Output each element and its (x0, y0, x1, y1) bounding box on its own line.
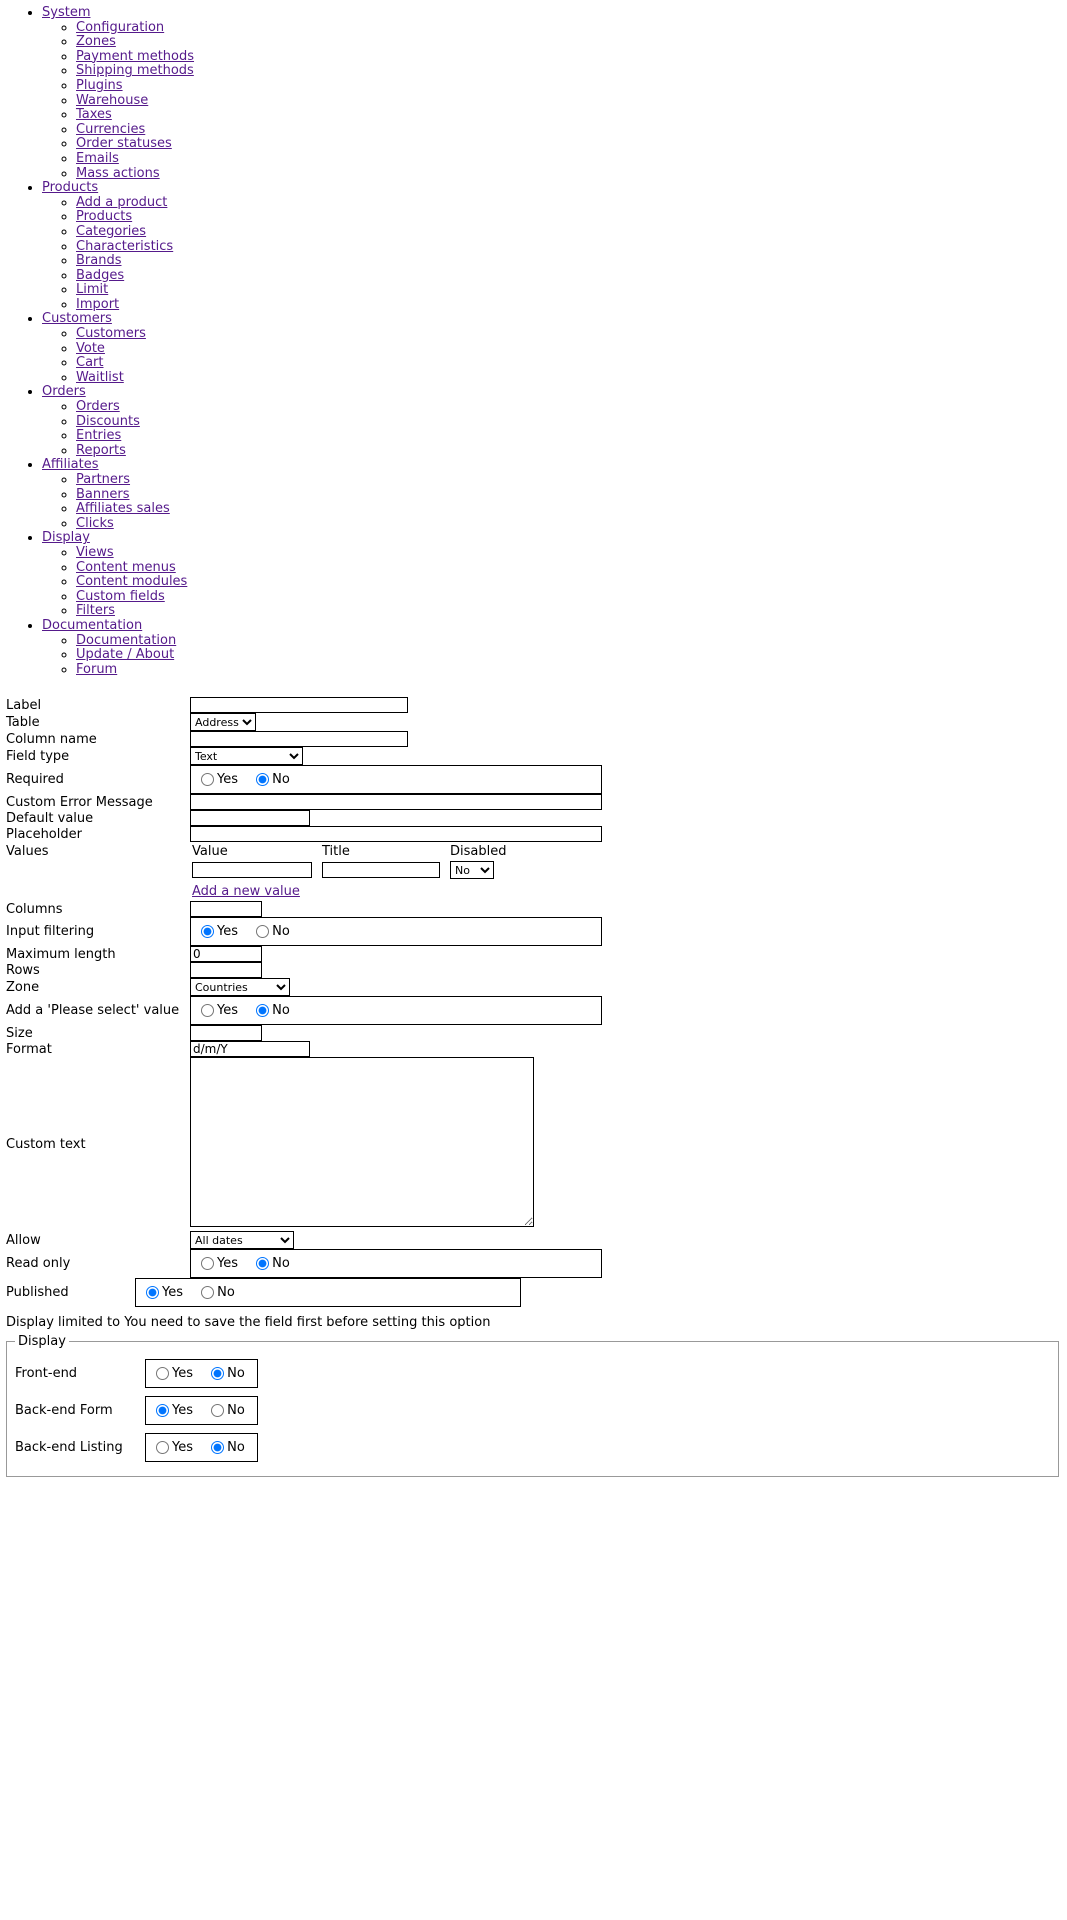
row-read-only (6, 1249, 602, 1278)
nav-link-banners[interactable]: Banners (76, 486, 130, 502)
please-select-no-label: No (272, 1003, 290, 1019)
row-zone (6, 978, 602, 996)
rows-label: Rows (6, 962, 40, 978)
nav-link-cart[interactable]: Cart (76, 355, 104, 371)
nav-sub-list (42, 546, 1067, 619)
please-select-yes-label: Yes (217, 1003, 238, 1019)
nav-subitem (76, 429, 1067, 444)
placeholder-label: Placeholder (6, 826, 82, 842)
format-label: Format (6, 1041, 52, 1057)
nav-sub-list (42, 327, 1067, 385)
input-filtering-no-radio[interactable] (256, 925, 269, 938)
default-value-input[interactable] (190, 810, 310, 826)
nav-sub-list (42, 21, 1067, 182)
nav-link-products[interactable]: Products (42, 180, 99, 196)
nav-link-affiliates-sales[interactable]: Affiliates sales (76, 501, 170, 517)
read-only-no-label: No (272, 1256, 290, 1272)
nav-link-plugins[interactable]: Plugins (76, 77, 123, 93)
nav-subitem (76, 50, 1067, 65)
back-end-form-label: Back-end Form (15, 1403, 113, 1419)
nav-sub-list (42, 634, 1067, 678)
read-only-radio-group[interactable] (190, 1249, 602, 1278)
nav-subitem (76, 342, 1067, 357)
nav-group-customers (42, 312, 1067, 385)
nav-group-system (42, 6, 1067, 181)
input-filtering-radio-group[interactable] (190, 917, 602, 946)
row-custom-text (6, 1057, 602, 1231)
required-radio-group[interactable] (190, 765, 602, 794)
column-name-label: Column name (6, 731, 97, 747)
nav-subitem (76, 64, 1067, 79)
nav-subitem (76, 298, 1067, 313)
nav-link-views[interactable]: Views (76, 544, 114, 560)
rows-input[interactable] (190, 962, 262, 978)
format-input[interactable] (190, 1041, 310, 1057)
please-select-label: Add a 'Please select' value (6, 1003, 180, 1019)
field-type-label: Field type (6, 748, 70, 764)
nav-subitem (76, 123, 1067, 138)
nav-subitem (76, 400, 1067, 415)
required-yes-radio[interactable] (201, 773, 214, 786)
nav-link-partners[interactable]: Partners (76, 472, 131, 487)
display-limited-note: Display limited to You need to save the field first before setting this option (6, 1315, 491, 1331)
values-header-row (192, 844, 506, 859)
back-end-form-yes-label: Yes (172, 1403, 193, 1419)
row-required (6, 765, 602, 794)
front-end-label: Front-end (15, 1366, 78, 1382)
back-end-listing-radio-group[interactable] (145, 1433, 258, 1462)
nav-link-custom-fields[interactable]: Custom fields (76, 588, 165, 604)
nav-group-display (42, 531, 1067, 619)
nav-subitem (76, 210, 1067, 225)
nav-link-content-modules[interactable]: Content modules (76, 574, 188, 590)
add-new-value-link[interactable]: Add a new value (192, 884, 300, 900)
front-end-radio-group[interactable] (145, 1359, 258, 1388)
nav-link-documentation[interactable]: Documentation (42, 617, 143, 633)
nav-subitem (76, 254, 1067, 269)
nav-link-shipping-methods[interactable]: Shipping methods (76, 63, 194, 79)
read-only-yes-label: Yes (217, 1256, 238, 1272)
published-yes-radio[interactable] (146, 1286, 159, 1299)
please-select-yes-radio[interactable] (201, 1004, 214, 1017)
nav-subitem (76, 634, 1067, 649)
nav-subitem (76, 575, 1067, 590)
input-filtering-no-option[interactable] (256, 924, 290, 939)
values-input-row (192, 861, 506, 879)
nav-subitem (76, 196, 1067, 211)
placeholder-input[interactable] (190, 826, 602, 842)
nav-subitem (76, 517, 1067, 532)
zone-select[interactable] (190, 978, 290, 996)
read-only-no-radio[interactable] (256, 1257, 269, 1270)
nav-link-import[interactable]: Import (76, 296, 120, 312)
nav-subitem (76, 21, 1067, 36)
front-end-no-option[interactable] (211, 1366, 245, 1381)
row-back-end-listing (15, 1429, 258, 1466)
display-legend: Display (18, 1334, 66, 1350)
zone-label: Zone (6, 979, 40, 995)
row-allow (6, 1231, 602, 1249)
nav-sub-list (42, 400, 1067, 458)
input-filtering-label: Input filtering (6, 924, 95, 940)
required-label: Required (6, 772, 64, 788)
nav-subitem (76, 604, 1067, 619)
nav-subitem (76, 444, 1067, 459)
values-table (190, 842, 508, 901)
nav-link-filters[interactable]: Filters (76, 603, 115, 619)
custom-error-label: Custom Error Message (6, 794, 153, 810)
nav-subitem (76, 108, 1067, 123)
nav-subitem (76, 663, 1067, 678)
nav-subitem (76, 502, 1067, 517)
display-fieldset (6, 1334, 1059, 1477)
nav-link-payment-methods[interactable]: Payment methods (76, 48, 195, 64)
back-end-listing-label: Back-end Listing (15, 1440, 123, 1456)
front-end-yes-label: Yes (172, 1366, 193, 1382)
nav-link-vote[interactable]: Vote (76, 340, 105, 356)
nav-sub-list (42, 196, 1067, 313)
read-only-label: Read only (6, 1256, 71, 1272)
nav-link-currencies[interactable]: Currencies (76, 121, 146, 137)
row-custom-error (6, 794, 602, 810)
field-type-select[interactable] (190, 747, 303, 765)
front-end-no-radio[interactable] (211, 1367, 224, 1380)
nav-subitem (76, 356, 1067, 371)
nav-link-clicks[interactable]: Clicks (76, 515, 114, 531)
nav-link-characteristics[interactable]: Characteristics (76, 238, 174, 254)
row-default-value (6, 810, 602, 826)
field-settings-table (6, 697, 602, 1307)
please-select-no-radio[interactable] (256, 1004, 269, 1017)
nav-link-orders[interactable]: Orders (76, 399, 120, 415)
row-table (6, 713, 602, 731)
nav-link-update-about[interactable]: Update / About (76, 647, 175, 663)
nav-subitem (76, 648, 1067, 663)
size-label: Size (6, 1025, 33, 1041)
nav-link-waitlist[interactable]: Waitlist (76, 369, 124, 385)
nav-subitem (76, 590, 1067, 605)
nav-link-emails[interactable]: Emails (76, 150, 119, 166)
published-no-radio[interactable] (201, 1286, 214, 1299)
back-end-listing-yes-radio[interactable] (156, 1441, 169, 1454)
read-only-yes-radio[interactable] (201, 1257, 214, 1270)
nav-link-reports[interactable]: Reports (76, 442, 126, 458)
back-end-form-no-radio[interactable] (211, 1404, 224, 1417)
read-only-no-option[interactable] (256, 1256, 290, 1271)
row-field-type (6, 747, 602, 765)
row-values (6, 842, 602, 901)
custom-text-textarea[interactable] (190, 1057, 534, 1227)
columns-label: Columns (6, 901, 63, 917)
nav-sub-list (42, 473, 1067, 531)
nav-link-content-menus[interactable]: Content menus (76, 559, 176, 575)
values-col-value: Value (192, 844, 228, 860)
nav-subitem (76, 488, 1067, 503)
published-yes-label: Yes (162, 1285, 183, 1301)
maximum-length-input[interactable] (190, 946, 262, 962)
front-end-yes-option[interactable] (156, 1366, 193, 1381)
columns-input[interactable] (190, 901, 262, 917)
allow-select[interactable] (190, 1231, 294, 1249)
row-input-filtering (6, 917, 602, 946)
nav-subitem (76, 269, 1067, 284)
row-columns (6, 901, 602, 917)
value-disabled-select[interactable] (450, 861, 494, 879)
back-end-listing-no-option[interactable] (211, 1440, 245, 1455)
required-no-radio[interactable] (256, 773, 269, 786)
front-end-yes-radio[interactable] (156, 1367, 169, 1380)
values-add-row (192, 881, 506, 899)
nav-subitem (76, 225, 1067, 240)
nav-group-orders (42, 385, 1067, 458)
nav-link-warehouse[interactable]: Warehouse (76, 92, 149, 108)
nav-link-system[interactable]: System (42, 5, 91, 20)
value-title-input[interactable] (322, 862, 440, 878)
values-col-title: Title (322, 844, 350, 860)
nav-subitem (76, 546, 1067, 561)
nav-subitem (76, 561, 1067, 576)
row-size (6, 1025, 602, 1041)
maximum-length-label: Maximum length (6, 946, 116, 962)
please-select-yes-option[interactable] (201, 1003, 238, 1018)
nav-group-products (42, 181, 1067, 312)
display-options-table (15, 1355, 258, 1466)
nav-link-categories[interactable]: Categories (76, 223, 147, 239)
back-end-listing-no-radio[interactable] (211, 1441, 224, 1454)
nav-link-orders[interactable]: Orders (42, 384, 86, 400)
nav-link-order-statuses[interactable]: Order statuses (76, 136, 172, 152)
row-placeholder (6, 826, 602, 842)
back-end-listing-no-label: No (227, 1440, 245, 1456)
nav-subitem (76, 371, 1067, 386)
back-end-form-no-option[interactable] (211, 1403, 245, 1418)
table-label: Table (6, 714, 40, 730)
custom-field-form (0, 697, 1067, 1477)
nav-subitem (76, 327, 1067, 342)
nav-link-mass-actions[interactable]: Mass actions (76, 165, 160, 181)
required-yes-label: Yes (217, 772, 238, 788)
published-no-option[interactable] (201, 1285, 235, 1300)
row-please-select (6, 996, 602, 1025)
value-input[interactable] (192, 862, 312, 878)
published-label: Published (6, 1285, 69, 1301)
nav-subitem (76, 283, 1067, 298)
nav-group-affiliates (42, 458, 1067, 531)
input-filtering-yes-option[interactable] (201, 924, 238, 939)
required-no-label: No (272, 772, 290, 788)
nav-link-discounts[interactable]: Discounts (76, 413, 140, 429)
allow-label: Allow (6, 1232, 41, 1248)
row-back-end-form (15, 1392, 258, 1429)
nav-subitem (76, 415, 1067, 430)
nav-link-badges[interactable]: Badges (76, 267, 125, 283)
nav-subitem (76, 79, 1067, 94)
row-maximum-length (6, 946, 602, 962)
values-col-disabled: Disabled (450, 844, 507, 860)
nav-link-configuration[interactable]: Configuration (76, 19, 165, 35)
nav-link-entries[interactable]: Entries (76, 428, 122, 444)
nav-link-documentation[interactable]: Documentation (76, 632, 177, 648)
custom-text-label: Custom text (6, 1136, 86, 1152)
back-end-form-no-label: No (227, 1403, 245, 1419)
nav-subitem (76, 35, 1067, 50)
nav-link-brands[interactable]: Brands (76, 253, 122, 269)
input-filtering-no-label: No (272, 924, 290, 940)
custom-error-input[interactable] (190, 794, 602, 810)
input-filtering-yes-radio[interactable] (201, 925, 214, 938)
row-column-name (6, 731, 602, 747)
nav-link-affiliates[interactable]: Affiliates (42, 457, 99, 473)
values-label: Values (6, 844, 49, 860)
back-end-form-yes-option[interactable] (156, 1403, 193, 1418)
nav-link-limit[interactable]: Limit (76, 282, 109, 298)
back-end-form-yes-radio[interactable] (156, 1404, 169, 1417)
published-no-label: No (217, 1285, 235, 1301)
please-select-no-option[interactable] (256, 1003, 290, 1018)
read-only-yes-option[interactable] (201, 1256, 238, 1271)
nav-link-customers[interactable]: Customers (76, 326, 146, 342)
nav-subitem (76, 137, 1067, 152)
nav-group-list (0, 6, 1067, 677)
column-name-input[interactable] (190, 731, 408, 747)
nav-link-display[interactable]: Display (42, 530, 90, 546)
nav-link-customers[interactable]: Customers (42, 311, 112, 327)
row-rows (6, 962, 602, 978)
nav-group-documentation (42, 619, 1067, 677)
back-end-form-radio-group[interactable] (145, 1396, 258, 1425)
required-no-option[interactable] (256, 772, 290, 787)
label-input[interactable] (190, 697, 408, 713)
nav-subitem (76, 167, 1067, 182)
label-label: Label (6, 697, 42, 713)
please-select-radio-group[interactable] (190, 996, 602, 1025)
required-yes-option[interactable] (201, 772, 238, 787)
nav-subitem (76, 240, 1067, 255)
nav-link-products[interactable]: Products (76, 209, 133, 225)
nav-link-zones[interactable]: Zones (76, 34, 116, 50)
front-end-no-label: No (227, 1366, 245, 1382)
nav-link-forum[interactable]: Forum (76, 661, 118, 677)
input-filtering-yes-label: Yes (217, 924, 238, 940)
nav-subitem (76, 152, 1067, 167)
nav-subitem (76, 473, 1067, 488)
back-end-listing-yes-option[interactable] (156, 1440, 193, 1455)
default-value-label: Default value (6, 810, 94, 826)
row-published (6, 1278, 602, 1307)
admin-navigation (0, 0, 1067, 677)
published-yes-option[interactable] (146, 1285, 183, 1300)
published-radio-group[interactable] (135, 1278, 521, 1307)
size-input[interactable] (190, 1025, 262, 1041)
row-label (6, 697, 602, 713)
row-front-end (15, 1355, 258, 1392)
table-select[interactable] (190, 713, 256, 731)
back-end-listing-yes-label: Yes (172, 1440, 193, 1456)
nav-link-add-a-product[interactable]: Add a product (76, 194, 168, 210)
nav-subitem (76, 94, 1067, 109)
row-format (6, 1041, 602, 1057)
nav-link-taxes[interactable]: Taxes (76, 107, 112, 123)
